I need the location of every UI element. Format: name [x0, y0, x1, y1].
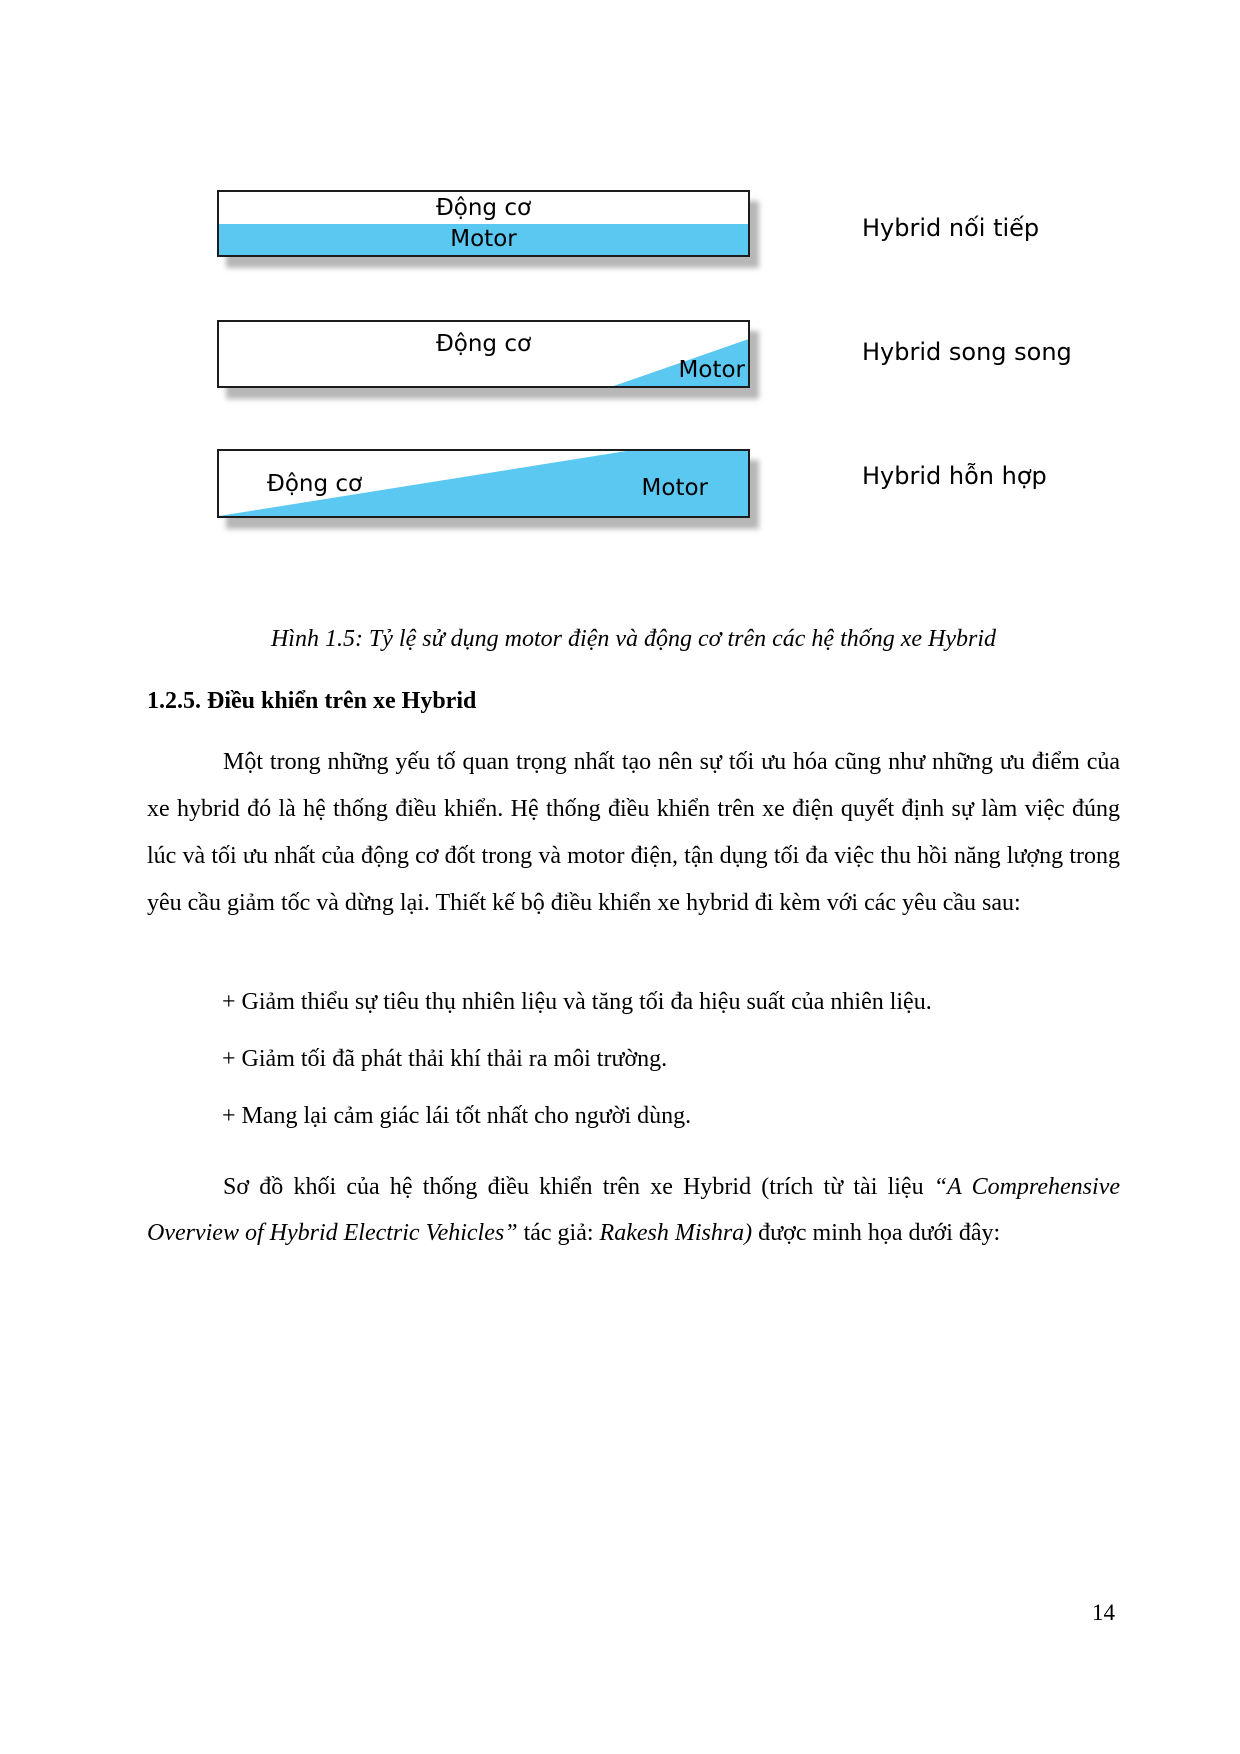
section-heading: 1.2.5. Điều khiển trên xe Hybrid [147, 688, 477, 714]
figure-title: Hình 1.5: Tỷ lệ sử dụng motor điện và động cơ trên các hệ thống xe Hybrid [270, 626, 997, 652]
citation-author: Rakesh Mishra) [599, 1220, 753, 1246]
bar-caption-series: Hybrid nối tiếp [862, 214, 1040, 242]
citation-text: tác giả: [517, 1220, 600, 1246]
engine-label: Động cơ [267, 471, 363, 497]
page-number: 14 [1092, 1600, 1115, 1625]
citation-text: được minh họa dưới đây: [752, 1220, 1001, 1246]
list-item: + Giảm tối đã phát thải khí thải ra môi trường. [222, 1046, 668, 1072]
motor-label: Motor [641, 475, 708, 501]
engine-label: Động cơ [435, 331, 532, 357]
engine-label: Động cơ [435, 194, 532, 221]
list-item: + Giảm thiểu sự tiêu thụ nhiên liệu và tăng tối đa hiệu suất của nhiên liệu. [222, 989, 932, 1015]
bar-caption-mixed: Hybrid hỗn hợp [862, 462, 1047, 490]
figure-bar-parallel-hybrid [217, 320, 750, 388]
motor-segment [219, 224, 748, 256]
figure-bar-mixed-hybrid [217, 449, 750, 518]
motor-label: Motor [678, 357, 745, 383]
paragraph-citation [147, 1164, 1120, 1256]
list-item: + Mang lại cảm giác lái tốt nhất cho người dùng. [222, 1103, 692, 1129]
engine-segment [219, 192, 748, 224]
figure-bar-series-hybrid [217, 190, 750, 257]
bar-caption-parallel: Hybrid song song [862, 338, 1072, 366]
paragraph-intro: Một trong những yếu tố quan trọng nhất tạo nên sự tối ưu hóa cũng như những ưu điểm của xe hybrid đó là hệ thống điều khiển. Hệ thống điều khiển trên xe điện quyết định sự làm việc đúng lúc và tối ưu nhất của động cơ đốt trong và motor điện, tận dụng tối đa việc thu hồi năng lượng trong yêu cầu giảm tốc và dừng lại. Thiết kế bộ điều khiển xe hybrid đi kèm với các yêu cầu sau: [147, 749, 1120, 916]
motor-label: Motor [450, 226, 517, 253]
citation-source-title: “A Comprehensive Overview of Hybrid Electric Vehicles” [147, 1174, 1120, 1246]
requirements-list [147, 988, 1120, 1159]
citation-text: Sơ đồ khối của hệ thống điều khiển trên xe Hybrid (trích từ tài liệu [223, 1174, 934, 1200]
